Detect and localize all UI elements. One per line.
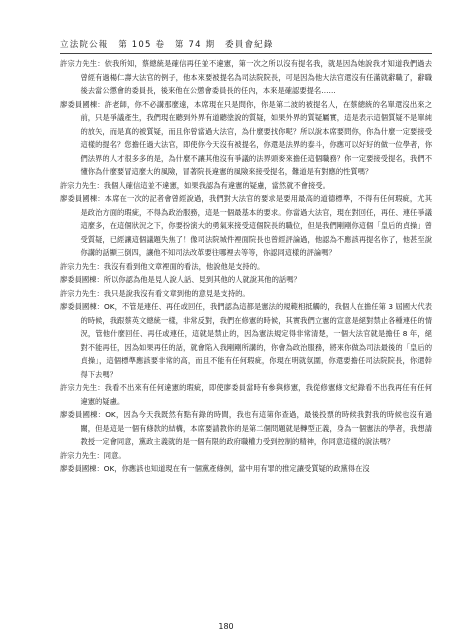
speech-text: 我沒有看到他文章裡面的看法，他說他是支持的。 [103, 261, 265, 271]
header-rule [60, 53, 432, 54]
transcript-paragraph [60, 408, 432, 449]
speaker-label: 許宗力先生： [60, 59, 105, 68]
speaker-label: 許宗力先生： [60, 261, 104, 271]
transcript-paragraph [60, 300, 432, 381]
speech-text: OK，因為今天我既然有點有錄的時間，我也有這第你查過，最後投票的時候我對我的時候也沒有過關，但是這是一個有條款的結構，本席要請教你的是第二個問題就是轉型正義，身為一個憲法的學者，我想請教授一定會同意，黨政主義就的是一個有限的政府職權力受到控制的精神，你同意這樣的說法嗎？ [80, 410, 432, 446]
speaker-label: 許宗力先生： [60, 180, 104, 190]
speech-text: 我個人確信這並不違憲，如果我認為有違憲的疑慮，當然就不會接受。 [103, 180, 330, 190]
gazette-header: 立法院公報 第 105 卷 第 74 期 委員會紀錄 [60, 40, 274, 50]
page-number: 180 [218, 622, 234, 631]
speaker-label: 許宗力先生： [60, 383, 105, 392]
transcript-paragraph [60, 287, 432, 301]
speaker-label: 廖委員國棟： [60, 194, 105, 203]
transcript-paragraph [60, 381, 432, 408]
transcript-paragraph [60, 260, 432, 274]
speaker-label: 廖委員國棟： [60, 302, 105, 311]
transcript-paragraph [60, 98, 432, 179]
transcript-paragraph [60, 449, 432, 463]
speech-text: OK，不管是連任、再任或回任，我們認為這都是憲法的規範相抵觸的，我個人在擔任第 3 屆國大代表的時候，我跟蔡英文總統一樣，非常反對，我們在修憲的時候，其實我們立憲的宣意是絕對禁止各種連任的情況，管他什麼回任、再任或連任，這就是禁止的，因為憲法規定得非常清楚，一個大法官就是擔任 8 年，絕對不能再任，因為如果再任的話，就會陷入我剛剛所講的，你會為政治服務，將來你做為司法最後的「皇后的貞操」，這個標準應該要非常的高，而且不能有任何瑕疵，你現在明就氛圍，你還要擔任司法院院長，你還幹得下去嗎？ [80, 302, 432, 379]
transcript-body [60, 57, 432, 476]
speech-text: 依我所知，蔡總統是確信再任並不違憲，第一次之所以沒有提名我，就是因為她說我才知道我們過去曾經有過楊仁壽大法官的例子，他本來要被提名為司法院院長，可是因為他大法官還沒有任滿就辭職了，辭職後去當公懲會的委員長，後來他在公懲會委員長的任內，本來是確認要提名…… [80, 59, 433, 95]
speech-text: 我只是說我沒有看文章到他的意見是支持的。 [103, 288, 250, 298]
speaker-label: 廖委員國棟： [60, 275, 104, 284]
speaker-label: 廖委員國棟： [60, 410, 106, 419]
speaker-label: 許宗力先生： [60, 450, 104, 460]
speech-text: 本席在一次的記者會曾經說過，我們對大法官的要求是要用最高的道德標準，不得有任何瑕疵，尤其是政治方面的瑕疵，不得為政治服務，這是一個最基本的要求。你當過大法官，現在對回任，再任、連任爭議這麼多，在這個狀況之下，你要扮演大的勇氣來接受這個院長的職位，但是我們剛剛你這個「皇后的貞操」曾受質疑，已經讓這個議題失焦了！像司法院城件裡面院長也曾經評論過，他認為不應該再提名你了，他甚至說你講的話顯三倒四，讓他不知司法改革要往哪裡去等等，你認同這樣的評論嗎？ [80, 194, 433, 257]
transcript-paragraph [60, 273, 432, 287]
transcript-paragraph [60, 462, 432, 476]
speech-text: 同意。 [103, 450, 126, 460]
speech-text: 我看不出來有任何違憲的瑕疵，即使廖委員當時有參與修憲，我從修憲條文紀錄看不出我再任有任何違憲的疑慮。 [80, 383, 433, 406]
speech-text: 所以你認為他是見人說人話、見到其他的人就說其他的話嗎？ [103, 275, 301, 284]
transcript-paragraph [60, 192, 432, 260]
speaker-label: 許宗力先生： [60, 288, 104, 298]
speech-text: OK，你應該也知道現在有一個黨產條例，當中用有罪的推定讓受質疑的政黨得在沒 [103, 464, 370, 473]
speech-text: 許老師，你不必講那麼遠，本席現在只是問你，你是第二波的被提名人，在蔡總統的名單還沒出來之前，只是爭議產生，我們現在聽到外界有道聽塗說的質疑，如果外界的質疑屬實，這是表示這個質疑不是單純的放矢，而是真的被質疑，而且你曾當過大法官，為什麼要找你呢？所以說本席要問你，你為什麼一定要接受這樣的提名？您擔任過大法官，即使你今天沒有被提名，你還是法界的泰斗，你應可以好好的做一位學者，你們法界的人才很多多的是，為什麼不讓其他沒有爭議的法界頭麥來擔任這個職務？你一定要接受提名，我們不懂你為什麼要冒這麼大的風險，冒著院長違憲的風險來接受提名，難道是有對應的性質嗎？ [80, 99, 433, 176]
transcript-paragraph [60, 179, 432, 193]
transcript-paragraph [60, 57, 432, 98]
speaker-label: 廖委員國棟： [60, 464, 104, 473]
speaker-label: 廖委員國棟： [60, 99, 105, 109]
